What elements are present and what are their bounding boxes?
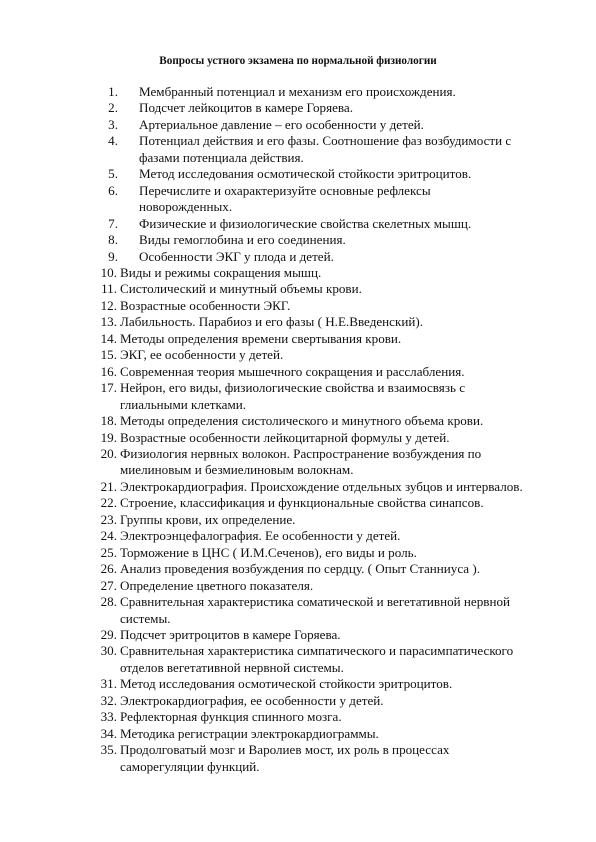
item-text: Сравнительная характеристика симпатического и парасимпатического отделов вегетативной нервной системы.	[120, 643, 514, 675]
list-item: 16. Современная теория мышечного сокращения и расслабления.	[0, 364, 596, 380]
item-text: Метод исследования осмотической стойкости эритроцитов.	[120, 676, 453, 692]
item-text: Рефлекторная функция спинного мозга.	[120, 709, 342, 725]
item-text: Возрастные особенности ЭКГ.	[120, 297, 291, 313]
list-item: 29. Подсчет эритроцитов в камере Горяева.	[0, 627, 596, 643]
list-item: 5. Метод исследования осмотической стойкости эритроцитов.	[0, 166, 596, 182]
item-text: Электрокардиография. Происхождение отдельных зубцов и интервалов.	[120, 478, 523, 494]
list-item: 25. Торможение в ЦНС ( И.М.Сеченов), его виды и роль.	[0, 545, 596, 561]
item-text: Определение цветного показателя.	[120, 577, 314, 593]
list-item: 6. Перечислите и охарактеризуйте основные рефлексы новорожденных.	[0, 183, 596, 216]
item-text: Сравнительная характеристика соматической и вегетативной нервной системы.	[120, 594, 511, 626]
item-text: Нейрон, его виды, физиологические свойства и взаимосвязь с глиальными клетками.	[120, 380, 466, 412]
list-item: 34. Методика регистрации электрокардиограммы.	[0, 726, 596, 742]
item-text: Анализ проведения возбуждения по сердцу. ( Опыт Станниуса ).	[120, 561, 481, 577]
item-text: Систолический и минутный объемы крови.	[120, 281, 362, 297]
list-item: 33. Рефлекторная функция спинного мозга.	[0, 709, 596, 725]
item-text: Метод исследования осмотической стойкости эритроцитов.	[139, 166, 472, 182]
list-item: 2. Подсчет лейкоцитов в камере Горяева.	[0, 100, 596, 116]
item-text: Особенности ЭКГ у плода и детей.	[139, 248, 334, 264]
item-text: ЭКГ, ее особенности у детей.	[120, 347, 284, 363]
item-text: Методы определения систолического и минутного объема крови.	[120, 413, 484, 429]
list-item: 7. Физические и физиологические свойства скелетных мышц.	[0, 216, 596, 232]
list-item: 22. Строение, классификация и функциональные свойства синапсов.	[0, 495, 596, 511]
item-text: Виды гемоглобина и его соединения.	[139, 232, 346, 248]
list-item: 13. Лабильность. Парабиоз и его фазы ( Н.Е.Введенский).	[0, 314, 596, 330]
list-item: 27. Определение цветного показателя.	[0, 578, 596, 594]
item-text: Артериальное давление – его особенности у детей.	[139, 116, 424, 132]
list-item: 12. Возрастные особенности ЭКГ.	[0, 298, 596, 314]
document-title: Вопросы устного экзамена по нормальной физиологии	[159, 55, 437, 67]
list-item: 15. ЭКГ, ее особенности у детей.	[0, 347, 596, 363]
list-item: 14. Методы определения времени свертывания крови.	[0, 331, 596, 347]
item-text: Перечислите и охарактеризуйте основные рефлексы новорожденных.	[139, 182, 431, 215]
item-text: Строение, классификация и функциональные свойства синапсов.	[120, 495, 484, 511]
item-text: Возрастные особенности лейкоцитарной формулы у детей.	[120, 429, 450, 445]
item-text: Современная теория мышечного сокращения и расслабления.	[120, 363, 465, 379]
list-item: 8. Виды гемоглобина и его соединения.	[0, 232, 596, 248]
list-item: 1. Мембранный потенциал и механизм его происхождения.	[0, 84, 596, 100]
list-item: 17. Нейрон, его виды, физиологические свойства и взаимосвязь с глиальными клетками.	[0, 380, 596, 413]
item-text: Физиология нервных волокон. Распространение возбуждения по миелиновым и безмиелиновым волокнам.	[120, 445, 482, 478]
list-item: 24. Электроэнцефалография. Ее особенности у детей.	[0, 528, 596, 544]
item-text: Электроэнцефалография. Ее особенности у детей.	[120, 528, 401, 544]
item-text: Группы крови, их определение.	[120, 511, 296, 527]
list-item: 3. Артериальное давление – его особенности у детей.	[0, 117, 596, 133]
list-item: 19. Возрастные особенности лейкоцитарной формулы у детей.	[0, 430, 596, 446]
list-item: 9. Особенности ЭКГ у плода и детей.	[0, 249, 596, 265]
list-item: 4. Потенциал действия и его фазы. Соотношение фаз возбудимости с фазами потенциала действия.	[108, 133, 512, 165]
list-item: 11. Систолический и минутный объемы крови.	[0, 281, 596, 297]
list-item: 20. Физиология нервных волокон. Распространение возбуждения по миелиновым и безмиелиновым волокнам.	[0, 446, 596, 479]
item-text: Методика регистрации электрокардиограммы.	[120, 725, 379, 741]
list-item: 23. Группы крови, их определение.	[0, 512, 596, 528]
question-list	[0, 84, 596, 775]
item-text: Физические и физиологические свойства скелетных мышц.	[139, 215, 472, 231]
item-text: Потенциал действия и его фазы. Соотношение фаз возбудимости с фазами потенциала действия.	[139, 133, 512, 165]
item-text: Электрокардиография, ее особенности у детей.	[120, 692, 384, 708]
list-item: 31. Метод исследования осмотической стойкости эритроцитов.	[0, 676, 596, 692]
list-item: 35. Продолговатый мозг и Варолиев мост, их роль в процессах саморегуляции функций.	[0, 742, 596, 775]
list-item: 10. Виды и режимы сокращения мышц.	[0, 265, 596, 281]
list-item: 30. Сравнительная характеристика симпатического и парасимпатического отделов вегетативной нервной системы.	[0, 643, 596, 676]
list-item: 18. Методы определения систолического и минутного объема крови.	[0, 413, 596, 429]
item-text: Лабильность. Парабиоз и его фазы ( Н.Е.Введенский).	[120, 314, 423, 330]
list-item: 26. Анализ проведения возбуждения по сердцу. ( Опыт Станниуса ).	[0, 561, 596, 577]
item-text: Продолговатый мозг и Варолиев мост, их роль в процессах саморегуляции функций.	[120, 742, 450, 774]
list-item: 32. Электрокардиография, ее особенности у детей.	[0, 693, 596, 709]
item-text: Подсчет лейкоцитов в камере Горяева.	[139, 100, 353, 116]
item-text: Мембранный потенциал и механизм его происхождения.	[139, 84, 456, 99]
list-item: 28. Сравнительная характеристика соматической и вегетативной нервной системы.	[0, 594, 596, 627]
item-text: Торможение в ЦНС ( И.М.Сеченов), его виды и роль.	[120, 544, 417, 560]
item-text: Методы определения времени свертывания крови.	[120, 330, 402, 346]
list-item: 21. Электрокардиография. Происхождение отдельных зубцов и интервалов.	[0, 479, 596, 495]
item-text: Виды и режимы сокращения мышц.	[120, 264, 322, 280]
item-text: Подсчет эритроцитов в камере Горяева.	[120, 626, 341, 642]
